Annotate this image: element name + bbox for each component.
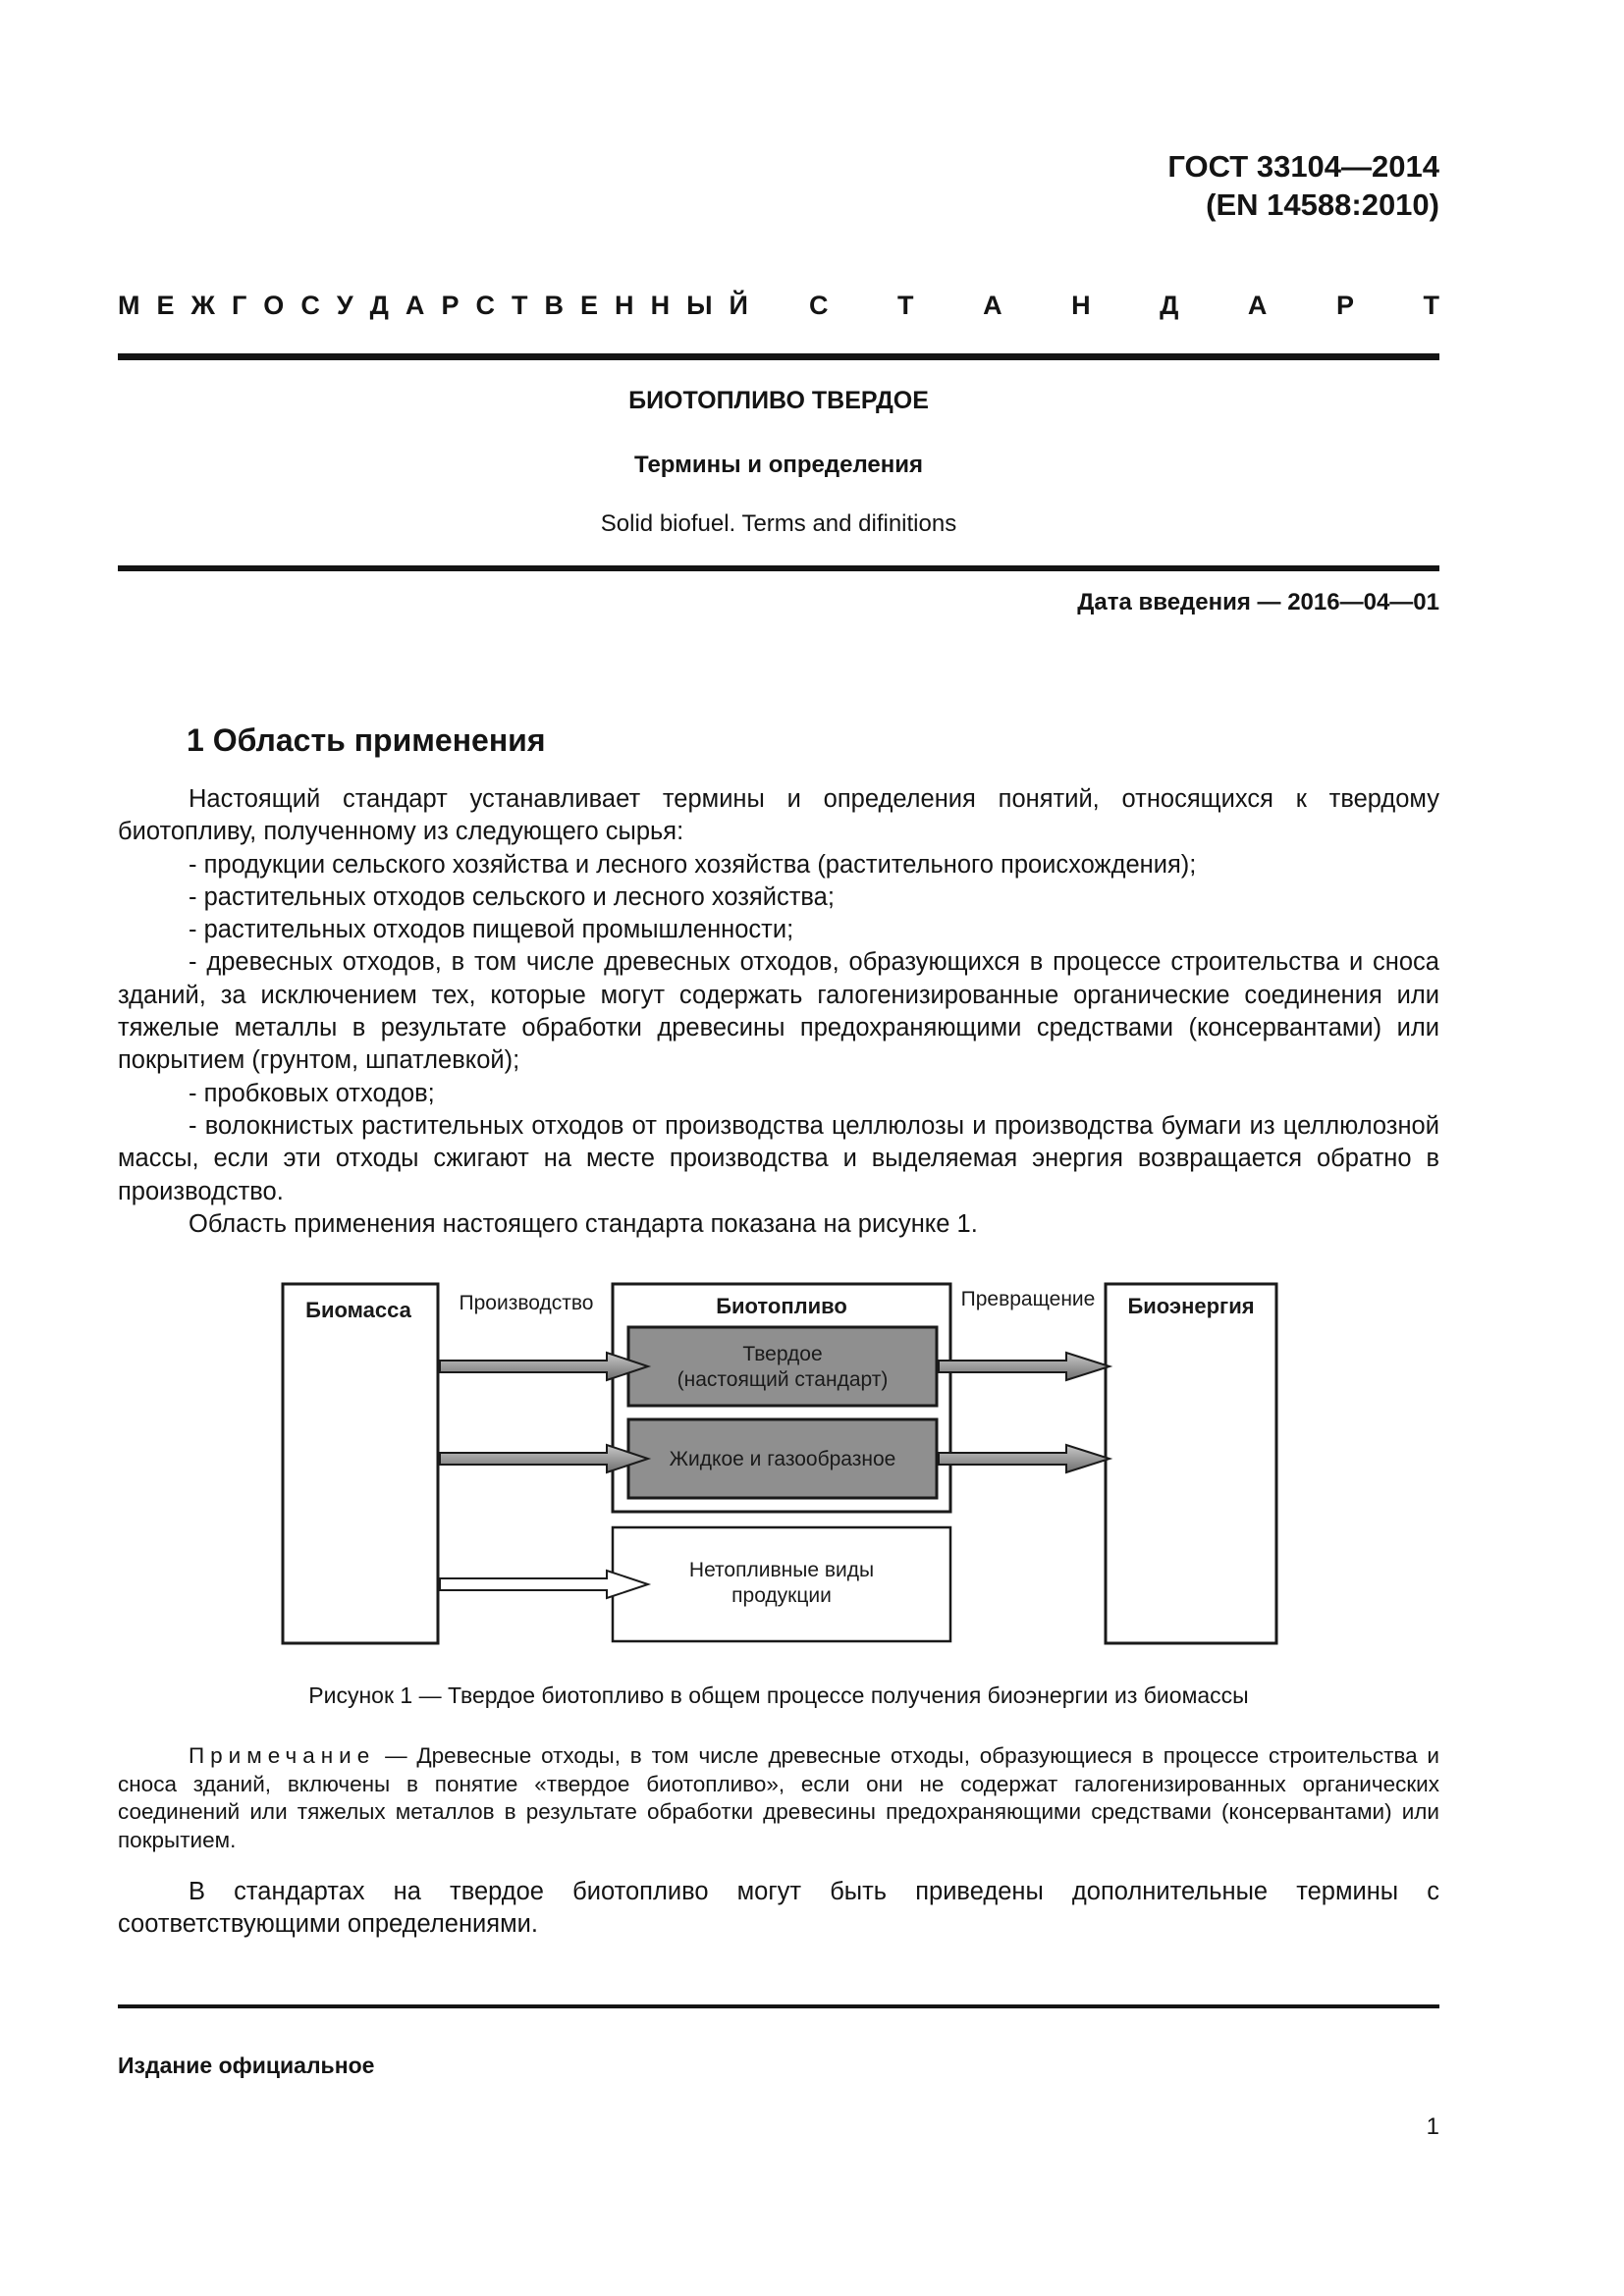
banner-letter: Р [1335, 291, 1354, 320]
nonfuel-products-note: продукции [731, 1584, 832, 1607]
solid-biofuel-label: Твердое [742, 1343, 823, 1365]
production-label: Производство [459, 1292, 594, 1314]
official-edition: Издание официальное [118, 2053, 375, 2078]
note-label: Примечание [189, 1743, 376, 1768]
scope-intro: Настоящий стандарт устанавливает термины и определения понятий, относящихся к твердому биотопливу, полученному из следующего сырья: [118, 785, 1439, 846]
arrow-biomass-to-liquid [440, 1445, 648, 1472]
banner-letter: Д [369, 291, 389, 320]
top-rule [118, 353, 1439, 360]
banner-letter: Й [729, 291, 748, 320]
standard-reference: (EN 14588:2010) [1206, 187, 1439, 222]
scope-list-item: - древесных отходов, в том числе древесных отходов, образующихся в процессе строительства и сноса зданий, за исключением тех, которые могут содержать галогенизированные органические соединения или тяжелые металлы в результате обработки древесины предохраняющими средствами (консервантами) или покрытием (грунтом, шпатлевкой); [118, 948, 1439, 1075]
banner-letter: А [405, 291, 425, 320]
document-subtitle: Термины и определения [633, 452, 924, 478]
banner-letter: Е [580, 291, 599, 320]
banner-letter: А [983, 291, 1002, 320]
note-text: — Древесные отходы, в том числе древесные отходы, образующиеся в процессе строительства и сноса зданий, включены в понятие «твердое биотопливо», если они не содержат галогенизированных органических соединений или тяжелых металлов в результате обработки древесины предохраняющими средствами (консервантами) или покрытием. [118, 1743, 1439, 1852]
conversion-label: Превращение [960, 1288, 1096, 1310]
standard-number: ГОСТ 33104—2014 [1167, 149, 1439, 184]
nonfuel-products-label: Нетопливные виды [688, 1559, 875, 1581]
banner-letter: Н [615, 291, 634, 320]
scope-list-item: - пробковых отходов; [189, 1079, 435, 1107]
banner-letter: Р [441, 291, 460, 320]
banner-letter: М [118, 291, 140, 320]
banner-letter: С [300, 291, 320, 320]
banner-letter: Н [650, 291, 671, 320]
solid-biofuel-note: (настоящий стандарт) [677, 1368, 889, 1391]
banner-letter: С [809, 291, 829, 320]
scope-list-item: - волокнистых растительных отходов от производства целлюлозы и производства бумаги из целлюлозной массы, если эти отходы сжигают на месте производства и выделяемая энергия возвращается обратно в производство. [118, 1111, 1439, 1205]
bioenergy-label: Биоэнергия [1127, 1294, 1255, 1318]
banner-letter: О [263, 291, 285, 320]
banner-letter: Г [231, 291, 247, 320]
footer-rule [118, 2004, 1439, 2008]
banner-letter: Е [156, 291, 175, 320]
standard-designation [1167, 147, 1439, 224]
banner-letter: Ж [190, 291, 215, 320]
banner-letter: В [544, 291, 564, 320]
banner-word-interstate [118, 289, 748, 322]
biomass-label: Биомасса [305, 1298, 411, 1322]
liquid-gaseous-label: Жидкое и газообразное [669, 1448, 896, 1470]
document-title-english: Solid biofuel. Terms and difinitions [600, 510, 957, 537]
figure-reference: Область применения настоящего стандарта показана на рисунке 1. [189, 1209, 978, 1238]
banner-word-standard [809, 289, 1439, 322]
scope-list-item: - продукции сельского хозяйства и лесного хозяйства (растительного происхождения); [189, 850, 1197, 879]
banner-letter: Т [897, 291, 914, 320]
arrow-liquid-to-bioenergy [939, 1445, 1110, 1472]
figure-1-diagram [275, 1276, 1296, 1651]
figure-1-caption: Рисунок 1 — Твердое биотопливо в общем процессе получения биоэнергии из биомассы [308, 1682, 1249, 1708]
banner-letter: А [1247, 291, 1268, 320]
interstate-standard-banner [118, 289, 1439, 322]
arrow-biomass-to-nonfuel [440, 1571, 648, 1598]
banner-letter: Д [1160, 291, 1179, 320]
closing-paragraph [118, 1876, 1439, 1942]
title-bottom-rule [118, 565, 1439, 571]
document-title: БИОТОПЛИВО ТВЕРДОЕ [628, 387, 929, 414]
banner-letter: Н [1071, 291, 1091, 320]
note-block [118, 1742, 1439, 1854]
bioenergy-box [1106, 1284, 1276, 1643]
closing-text: В стандартах на твердое биотопливо могут быть приведены дополнительные термины с соответствующими определениями. [118, 1878, 1439, 1939]
biofuel-label: Биотопливо [716, 1294, 847, 1318]
introduction-date: Дата введения — 2016—04—01 [1077, 589, 1439, 615]
page-number: 1 [1426, 2113, 1439, 2140]
biomass-box [283, 1284, 438, 1643]
scope-body [118, 783, 1439, 1241]
banner-letter: Ы [686, 291, 713, 320]
solid-biofuel-box [628, 1327, 937, 1406]
scope-list-item: - растительных отходов пищевой промышленности; [189, 916, 794, 944]
banner-letter: С [475, 291, 495, 320]
banner-letter: У [336, 291, 353, 320]
arrow-solid-to-bioenergy [939, 1353, 1110, 1380]
scope-list-item: - растительных отходов сельского и лесного хозяйства; [189, 882, 835, 911]
section-heading-scope: 1 Область применения [187, 722, 546, 758]
banner-letter: Т [511, 291, 528, 320]
banner-letter: Т [1423, 291, 1439, 320]
arrow-biomass-to-solid [440, 1353, 648, 1380]
